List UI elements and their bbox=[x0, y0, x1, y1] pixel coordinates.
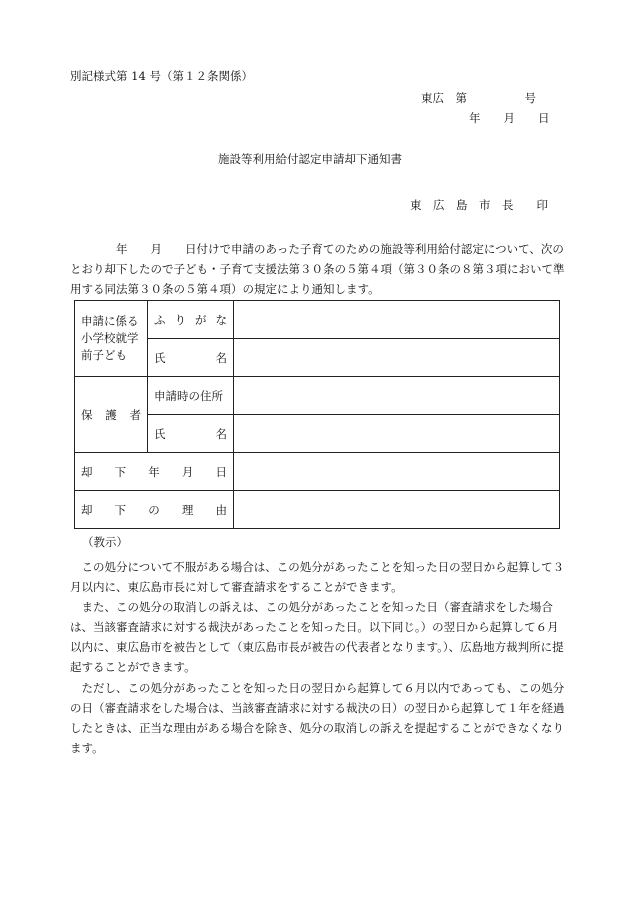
guardian-label bbox=[75, 377, 148, 453]
intro-paragraph: 年 月 日付けで申請のあった子育てのための施設等利用給付認定について、次のとおり却下したので子ども・子育て支援法第３０条の５第４項（第３０条の８第３項において準用する同法第３０条の５第４項）の規定により通知します。 bbox=[70, 242, 565, 296]
guardian-name-field[interactable] bbox=[234, 415, 560, 453]
furigana-label bbox=[148, 301, 234, 339]
child-name-field[interactable] bbox=[234, 339, 560, 377]
furigana-label-char: ふ bbox=[154, 312, 166, 327]
issuer: 東 広 島 市 長 印 bbox=[410, 198, 548, 212]
issue-date: 年 月 日 bbox=[469, 111, 550, 125]
rejection-reason-label-char: 理 bbox=[181, 502, 194, 517]
furigana-label-char: り bbox=[174, 312, 186, 327]
address-field[interactable] bbox=[234, 377, 560, 415]
guardian-label-char: 護 bbox=[105, 407, 117, 422]
rejection-reason-label bbox=[75, 491, 234, 529]
rejection-reason-label-char: の bbox=[148, 502, 160, 517]
rejection-date-field[interactable] bbox=[234, 453, 560, 491]
name-label-char: 氏 bbox=[154, 350, 166, 365]
rejection-date-label-char: 年 bbox=[148, 464, 160, 479]
page-title: 施設等利用給付認定申請却下通知書 bbox=[218, 152, 402, 166]
furigana-label-char: が bbox=[195, 312, 207, 327]
furigana-label-char: な bbox=[215, 312, 227, 327]
instruction-heading: （教示） bbox=[82, 535, 128, 549]
rejection-form-table bbox=[74, 300, 560, 529]
rejection-reason-label-char: 由 bbox=[215, 502, 227, 517]
guardian-label-char: 者 bbox=[129, 407, 141, 422]
rejection-date-label-char: 下 bbox=[114, 464, 127, 479]
guardian-label-char: 保 bbox=[81, 407, 93, 422]
rejection-date-label bbox=[75, 453, 234, 491]
instruction-paragraph-1: この処分について不服がある場合は、この処分があったことを知った日の翌日から起算して３月以内に、東広島市長に対して審査請求をすることができます。 bbox=[70, 560, 565, 594]
rejection-reason-label-char: 下 bbox=[114, 502, 127, 517]
rejection-date-label-char: 却 bbox=[81, 464, 93, 479]
rejection-reason-field[interactable] bbox=[234, 491, 560, 529]
child-label: 申請に係る小学校就学前子ども bbox=[75, 301, 148, 377]
rejection-date-label-char: 月 bbox=[181, 464, 194, 479]
instruction-paragraph-2: また、この処分の取消しの訴えは、この処分があったことを知った日（審査請求をした場合は、当該審査請求に対する裁決があったことを知った日。以下同じ。）の翌日から起算して６月以内に、東広島市を被告として（東広島市長が被告の代表者となります。）、広島地方裁判所に提起することができます。 bbox=[70, 600, 564, 674]
name-label-char: 名 bbox=[215, 350, 227, 365]
guardian-name-label-char: 氏 bbox=[154, 426, 166, 441]
document-number: 東広 第 号 bbox=[421, 91, 536, 105]
form-id: 別記様式第 14 号（第１２条関係） bbox=[70, 69, 253, 83]
furigana-field[interactable] bbox=[234, 301, 560, 339]
rejection-date-label-char: 日 bbox=[215, 464, 227, 479]
address-label: 申請時の住所 bbox=[148, 377, 234, 415]
guardian-name-label-char: 名 bbox=[215, 426, 227, 441]
guardian-name-label bbox=[148, 415, 234, 453]
rejection-reason-label-char: 却 bbox=[81, 502, 93, 517]
instruction-paragraph-3: ただし、この処分があったことを知った日の翌日から起算して６月以内であっても、この処分の日（審査請求をした場合は、当該審査請求に対する裁決の日）の翌日から起算して１年を経過したときは、正当な理由がある場合を除き、処分の取消しの訴えを提起することができなくなります。 bbox=[70, 681, 565, 755]
child-name-label bbox=[148, 339, 234, 377]
